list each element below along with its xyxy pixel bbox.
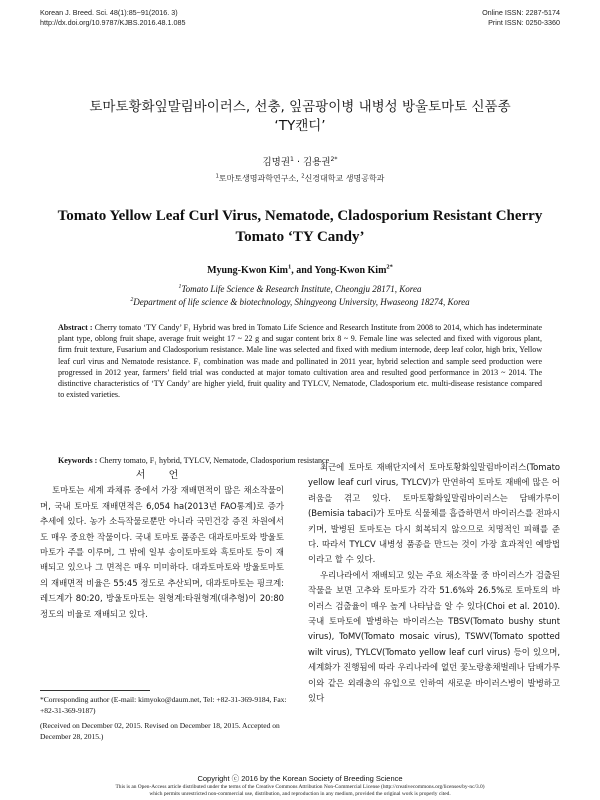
affil-en-line2-wrap [40, 296, 560, 309]
right-column [308, 460, 560, 707]
section-title-introduction: 서 언 [135, 470, 189, 481]
abstract [58, 322, 542, 400]
author-ko-1-sup: 1 [290, 155, 294, 163]
affil-ko-2: 신경대학교 생명공학과 [304, 174, 385, 183]
affil-ko-1-sup: 1 [215, 173, 219, 180]
intro-paragraph-2: 최근에 토마토 재배단지에서 토마토황화잎말림바이러스(Tomato yellow leaf curl virus, TYLCV)가 만연하여 토마토 재배에 많은 어려움을 겪고 있다. 토마토황화잎말림바이러스는 담배가루이(Bemisia tabaci)가 토마토 식물체를 흡즙하면서 바이러스를 전파시키며, 발병된 토마토는 다시 회복되지 않으므로 치명적인 피해를 준다. 따라서 TYLCV 내병성 품종을 만드는 것이 가장 효과적인 예방법이라고 할 수 있다. [308, 462, 560, 565]
affil-en-1-sup: 1 [178, 284, 182, 290]
header-left [40, 8, 185, 28]
abstract-label: Abstract : [58, 323, 93, 332]
author-en-2: Yong-Kwon Kim [314, 265, 387, 276]
corresponding-author: *Corresponding author (E-mail: kimyoko@daum.net, Tel: +82-31-369-9184, Fax: +82-31-369-9187) [40, 695, 287, 715]
korean-title [40, 98, 560, 136]
license-line-2: which permits unrestricted non-commercial use, distribution, and reproduction in any medium, provided the original work is properly cited. [149, 791, 451, 797]
author-ko-2-sup: 2* [330, 155, 338, 163]
journal-citation: Korean J. Breed. Sci. 48(1):85~91(2016. 3) [40, 8, 178, 17]
affil-ko-2-sup: 2 [301, 173, 305, 180]
korean-title-line2: ‘TY캔디’ [274, 118, 326, 134]
license-notice [40, 784, 560, 798]
author-en-1: Myung-Kwon Kim [207, 265, 288, 276]
keywords-label: Keywords : [58, 456, 98, 465]
korean-affiliations [40, 173, 560, 184]
korean-authors [40, 154, 560, 168]
license-line-1: This is an Open-Access article distributed under the terms of the Creative Commons Attribution Non-Commercial License (http://creativecommons.org/licenses/by-nc/3.0) [115, 784, 485, 790]
english-authors [40, 265, 560, 276]
korean-title-line1: 토마토황화잎말림바이러스, 선충, 잎곰팡이병 내병성 방울토마토 신품종 [89, 99, 511, 115]
english-title [40, 206, 560, 248]
author-en-2-sup: 2* [386, 263, 393, 271]
received-dates: (Received on December 02, 2015. Revised on December 18, 2015. Accepted on December 28, 2015.) [40, 721, 280, 741]
intro-paragraph-1: 토마토는 세계 과채류 중에서 가장 재배면적이 많은 채소작물이며, 국내 토마토 재배면적은 6,054 ha(2013년 FAO통계)로 증가 추세에 있다. 농가 소득작물로뿐만 아니라 국민건강 증진 차원에서도 매우 중요한 작물이다. 국내 토마토 품종은 대과토마토와 방울토마토가 주를 이루며, 그 밖에 일부 송이토마토와 흑토마토 등이 재배되고 있으나 그 면적은 매우 미미하다. 대과토마토와 방울토마토의 재배면적 비율은 55:45 정도로 추산되며, 대과토마토는 핑크계:레드계가 80:20, 방울토마토는 원형계:타원형계(대추형)이 20:80 정도의 비율로 재배되고 있다. [40, 485, 284, 619]
online-issn: Online ISSN: 2287-5174 [482, 8, 560, 17]
left-column [40, 468, 284, 622]
affil-en-line1-wrap [40, 283, 560, 296]
doi-link[interactable]: http://dx.doi.org/10.9787/KJBS.2016.48.1.085 [40, 18, 186, 27]
copyright-line: Copyright ⓒ 2016 by the Korean Society of Breeding Science [197, 774, 403, 783]
affil-en-2: Department of life science & biotechnology, Shingyeong University, Hwaseong 18274, Korea [133, 297, 470, 307]
footnote [40, 694, 290, 746]
affil-en-2-sup: 2 [130, 297, 134, 303]
author-en-sep: , and [291, 265, 315, 276]
english-affiliations [40, 283, 560, 309]
author-ko-1: 김명권 [262, 157, 290, 168]
keywords-text: Cherry tomato, F₁ hybrid, TYLCV, Nematode, Cladosporium resistance [97, 456, 330, 465]
english-title-line2: Tomato ‘TY Candy’ [235, 229, 365, 245]
affil-en-1: Tomato Life Science & Research Institute, Cheongju 28171, Korea [181, 284, 422, 294]
footnote-divider [40, 690, 150, 691]
author-ko-sep: · [293, 157, 303, 168]
affil-ko-1: 토마토생명과학연구소, [218, 174, 302, 183]
author-en-1-sup: 1 [287, 263, 292, 271]
author-ko-2: 김용권 [302, 157, 331, 168]
header-right [482, 8, 560, 28]
english-title-line1: Tomato Yellow Leaf Curl Virus, Nematode, Cladosporium Resistant Cherry [57, 208, 543, 224]
abstract-text: Cherry tomato ‘TY Candy’ F₁ Hybrid was bred in Tomato Life Science and Research Institute from 2008 to 2014, which has indeterminate plant type, oblong fruit shape, average fruit weight 17 ~ 22 g and sugar content brix 8 ~ 9. Female line was selected and fixed with vigorous plant, firm fruit texture, Fusarium and Cladosporium resistance. Male line was selected and fixed with medium internode, deep leaf color, high brix, Yellow leaf curl virus and Nematode resistance. F₁ combination was made and pollinated in 2011 year, hybrid selection and sample seed production were progressed in 2012 year, farmers’ field trial was conducted at major tomato cultivation area and resulted good performance in 2013 ~ 2014. The distinctive characteristics of ‘TY Candy’ are higher yield, fruit quality and TYLCV, Nematode, Cladosporium etc. multi-disease resistance compared to existed varieties. [58, 323, 542, 400]
intro-paragraph-3: 우리나라에서 재배되고 있는 주요 채소작물 중 바이러스가 검출된 작물을 보면 고추와 토마토가 각각 51.6%와 26.5%로 토마토의 바이러스 검출율이 매우 높게 나타남을 알 수 있다(Choi et al. 2010). 국내 토마토에 발병하는 바이러스는 TBSV(Tomato bushy stunt virus), ToMV(Tomato mosaic virus), TSWV(Tomato spotted wilt virus), TYLCV(Tomato yellow leaf curl virus) 등이 있으며, 세계화가 진행됨에 따라 우리나라에 없던 꽃노랑총채벌레나 담배가루이와 같은 외래충의 유입으로 인하여 새로운 바이러스병이 발병하고 있다 [308, 569, 560, 704]
print-issn: Print ISSN: 0250-3360 [488, 18, 560, 27]
